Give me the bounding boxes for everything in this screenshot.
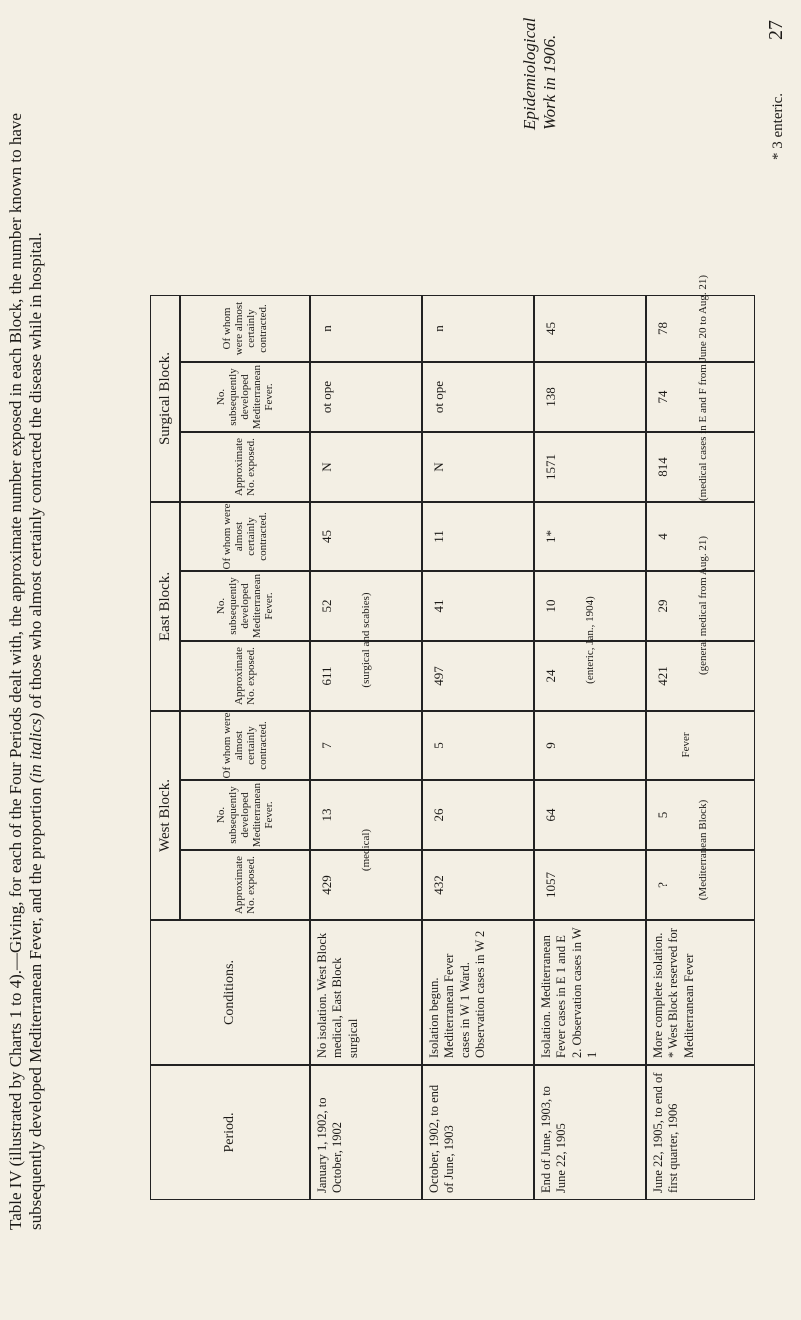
value-text: ? [655, 882, 670, 888]
value-text: 74 [655, 390, 670, 404]
period-header-label: Period. [222, 1112, 237, 1153]
column-header [180, 641, 310, 711]
column-header-label: Approximate No. exposed. [232, 437, 257, 497]
value-text: 45 [319, 530, 334, 543]
conditions-text: More complete isolation. * West Block reserved for Mediterranean Fever [651, 928, 696, 1058]
value-text: 1* [543, 530, 558, 543]
value-cell [422, 295, 534, 362]
value-text: 432 [431, 875, 446, 895]
period-cell [310, 1065, 422, 1200]
column-header-label: Of whom were almost certainly contracted. [220, 712, 270, 779]
value-cell [310, 362, 422, 432]
column-header-label: No. subsequently developed Mediterranean Fever. [214, 782, 276, 848]
value-text: 9 [543, 742, 558, 749]
page-number: 27 [765, 20, 787, 40]
column-header [180, 780, 310, 850]
value-text: 5 [655, 811, 670, 819]
column-header [180, 432, 310, 502]
value-text: N [431, 462, 446, 472]
value-text: 24 [543, 669, 558, 683]
value-text: 138 [543, 387, 558, 407]
conditions-header [150, 920, 310, 1065]
block-header-label: East Block. [156, 571, 173, 642]
conditions-text: No isolation. West Block medical, East Block surgical [315, 932, 360, 1058]
value-text: n [431, 325, 446, 332]
value-text: 1057 [543, 872, 558, 898]
block-header-label: Surgical Block. [156, 351, 173, 446]
value-text: 26 [431, 808, 446, 822]
value-cell [422, 432, 534, 502]
period-text: June 22, 1905, to end of first quarter, 1906 [651, 1072, 681, 1193]
value-cell [422, 362, 534, 432]
block-header-surg [150, 295, 180, 502]
value-cell [310, 502, 422, 571]
period-text: October, 1902, to end of June, 1903 [427, 1084, 457, 1193]
conditions-header-label: Conditions. [222, 960, 237, 1025]
value-text: ot ope [431, 380, 446, 414]
period-cell [422, 1065, 534, 1200]
running-head: Epidemiological Work in 1906. [520, 17, 559, 130]
value-text: 10 [543, 599, 558, 613]
value-text: 29 [655, 599, 670, 613]
period-cell [646, 1065, 755, 1200]
value-cell [422, 641, 534, 711]
value-cell [310, 711, 422, 780]
value-text: N [319, 462, 334, 472]
value-text: 64 [543, 808, 558, 822]
column-header-label: No. subsequently developed Mediterranean Fever. [214, 573, 276, 639]
conditions-cell [646, 920, 755, 1065]
block-header-west [150, 711, 180, 920]
value-cell [422, 850, 534, 920]
block-header-label: West Block. [156, 779, 173, 852]
value-cell [310, 432, 422, 502]
value-text: 5 [431, 742, 446, 749]
period-cell [534, 1065, 646, 1200]
value-cell [534, 295, 646, 362]
value-text: 13 [319, 808, 334, 822]
conditions-text: Isolation begun. Mediterranean Fever cases in W 1 Ward. Observation cases in W 2 [427, 930, 487, 1058]
conditions-cell [310, 920, 422, 1065]
surgical-note: (medical cases in E and F from June 20 to Aug. 21) [697, 274, 709, 501]
footnote: * 3 enteric. [770, 92, 786, 160]
east-note-general: (general medical from Aug. 21) [697, 536, 709, 675]
value-cell [534, 502, 646, 571]
value-text: 497 [431, 666, 446, 686]
column-header [180, 502, 310, 571]
value-text: 45 [543, 322, 558, 335]
column-header-label: No. subsequently developed Mediterranean Fever. [214, 364, 276, 430]
west-note-block: (Mediterranean Block) [697, 799, 709, 901]
column-header-label: Approximate No. exposed. [232, 646, 257, 706]
value-cell [310, 295, 422, 362]
value-cell [422, 780, 534, 850]
value-text: 11 [431, 530, 446, 543]
column-header-label: Of whom were almost certainly contracted. [220, 301, 270, 356]
value-text: 7 [319, 742, 334, 749]
column-header [180, 362, 310, 432]
value-cell [534, 432, 646, 502]
value-text: 421 [655, 666, 670, 686]
value-cell [422, 571, 534, 641]
column-header-label: Approximate No. exposed. [232, 855, 257, 915]
value-text: ot ope [319, 380, 334, 414]
table-caption: Table IV (illustrated by Charts 1 to 4).—Giving, for each of the Four Periods dealt with, the approximate number exposed in each Block, the number known to have subsequently developed Mediterranean Fever, and the proportion (in italics) of those who almost certainly contracted the disease while in hospital. [6, 113, 45, 1230]
value-cell [646, 711, 755, 780]
value-cell [534, 711, 646, 780]
value-cell [422, 711, 534, 780]
west-note-fever: Fever [680, 732, 692, 758]
block-header-east [150, 502, 180, 711]
value-text: 41 [431, 599, 446, 613]
conditions-cell [422, 920, 534, 1065]
conditions-cell [534, 920, 646, 1065]
value-text: 429 [319, 875, 334, 895]
value-text: 611 [319, 666, 334, 686]
value-text: 4 [655, 533, 670, 540]
value-cell [422, 502, 534, 571]
value-text: 814 [655, 457, 670, 477]
value-cell [534, 850, 646, 920]
value-cell [534, 780, 646, 850]
column-header [180, 850, 310, 920]
value-text: 52 [319, 599, 334, 613]
column-header [180, 295, 310, 362]
east-note: (surgical and scabies) [360, 592, 372, 688]
period-text: January 1, 1902, to October, 1902 [315, 1097, 345, 1193]
column-header-label: Of whom were almost certainly contracted. [220, 503, 270, 570]
period-header [150, 1065, 310, 1200]
value-cell [534, 362, 646, 432]
value-text: n [319, 325, 334, 332]
value-text: 1571 [543, 454, 558, 480]
west-note: (medical) [360, 828, 372, 872]
value-text: 78 [655, 322, 670, 335]
column-header [180, 571, 310, 641]
column-header [180, 711, 310, 780]
period-text: End of June, 1903, to June 22, 1905 [539, 1086, 569, 1193]
conditions-text: Isolation. Mediterranean Fever cases in E 1 and E 2. Observation cases in W 1 [539, 927, 599, 1058]
east-note-enteric: (enteric, Jan., 1904) [584, 596, 596, 684]
